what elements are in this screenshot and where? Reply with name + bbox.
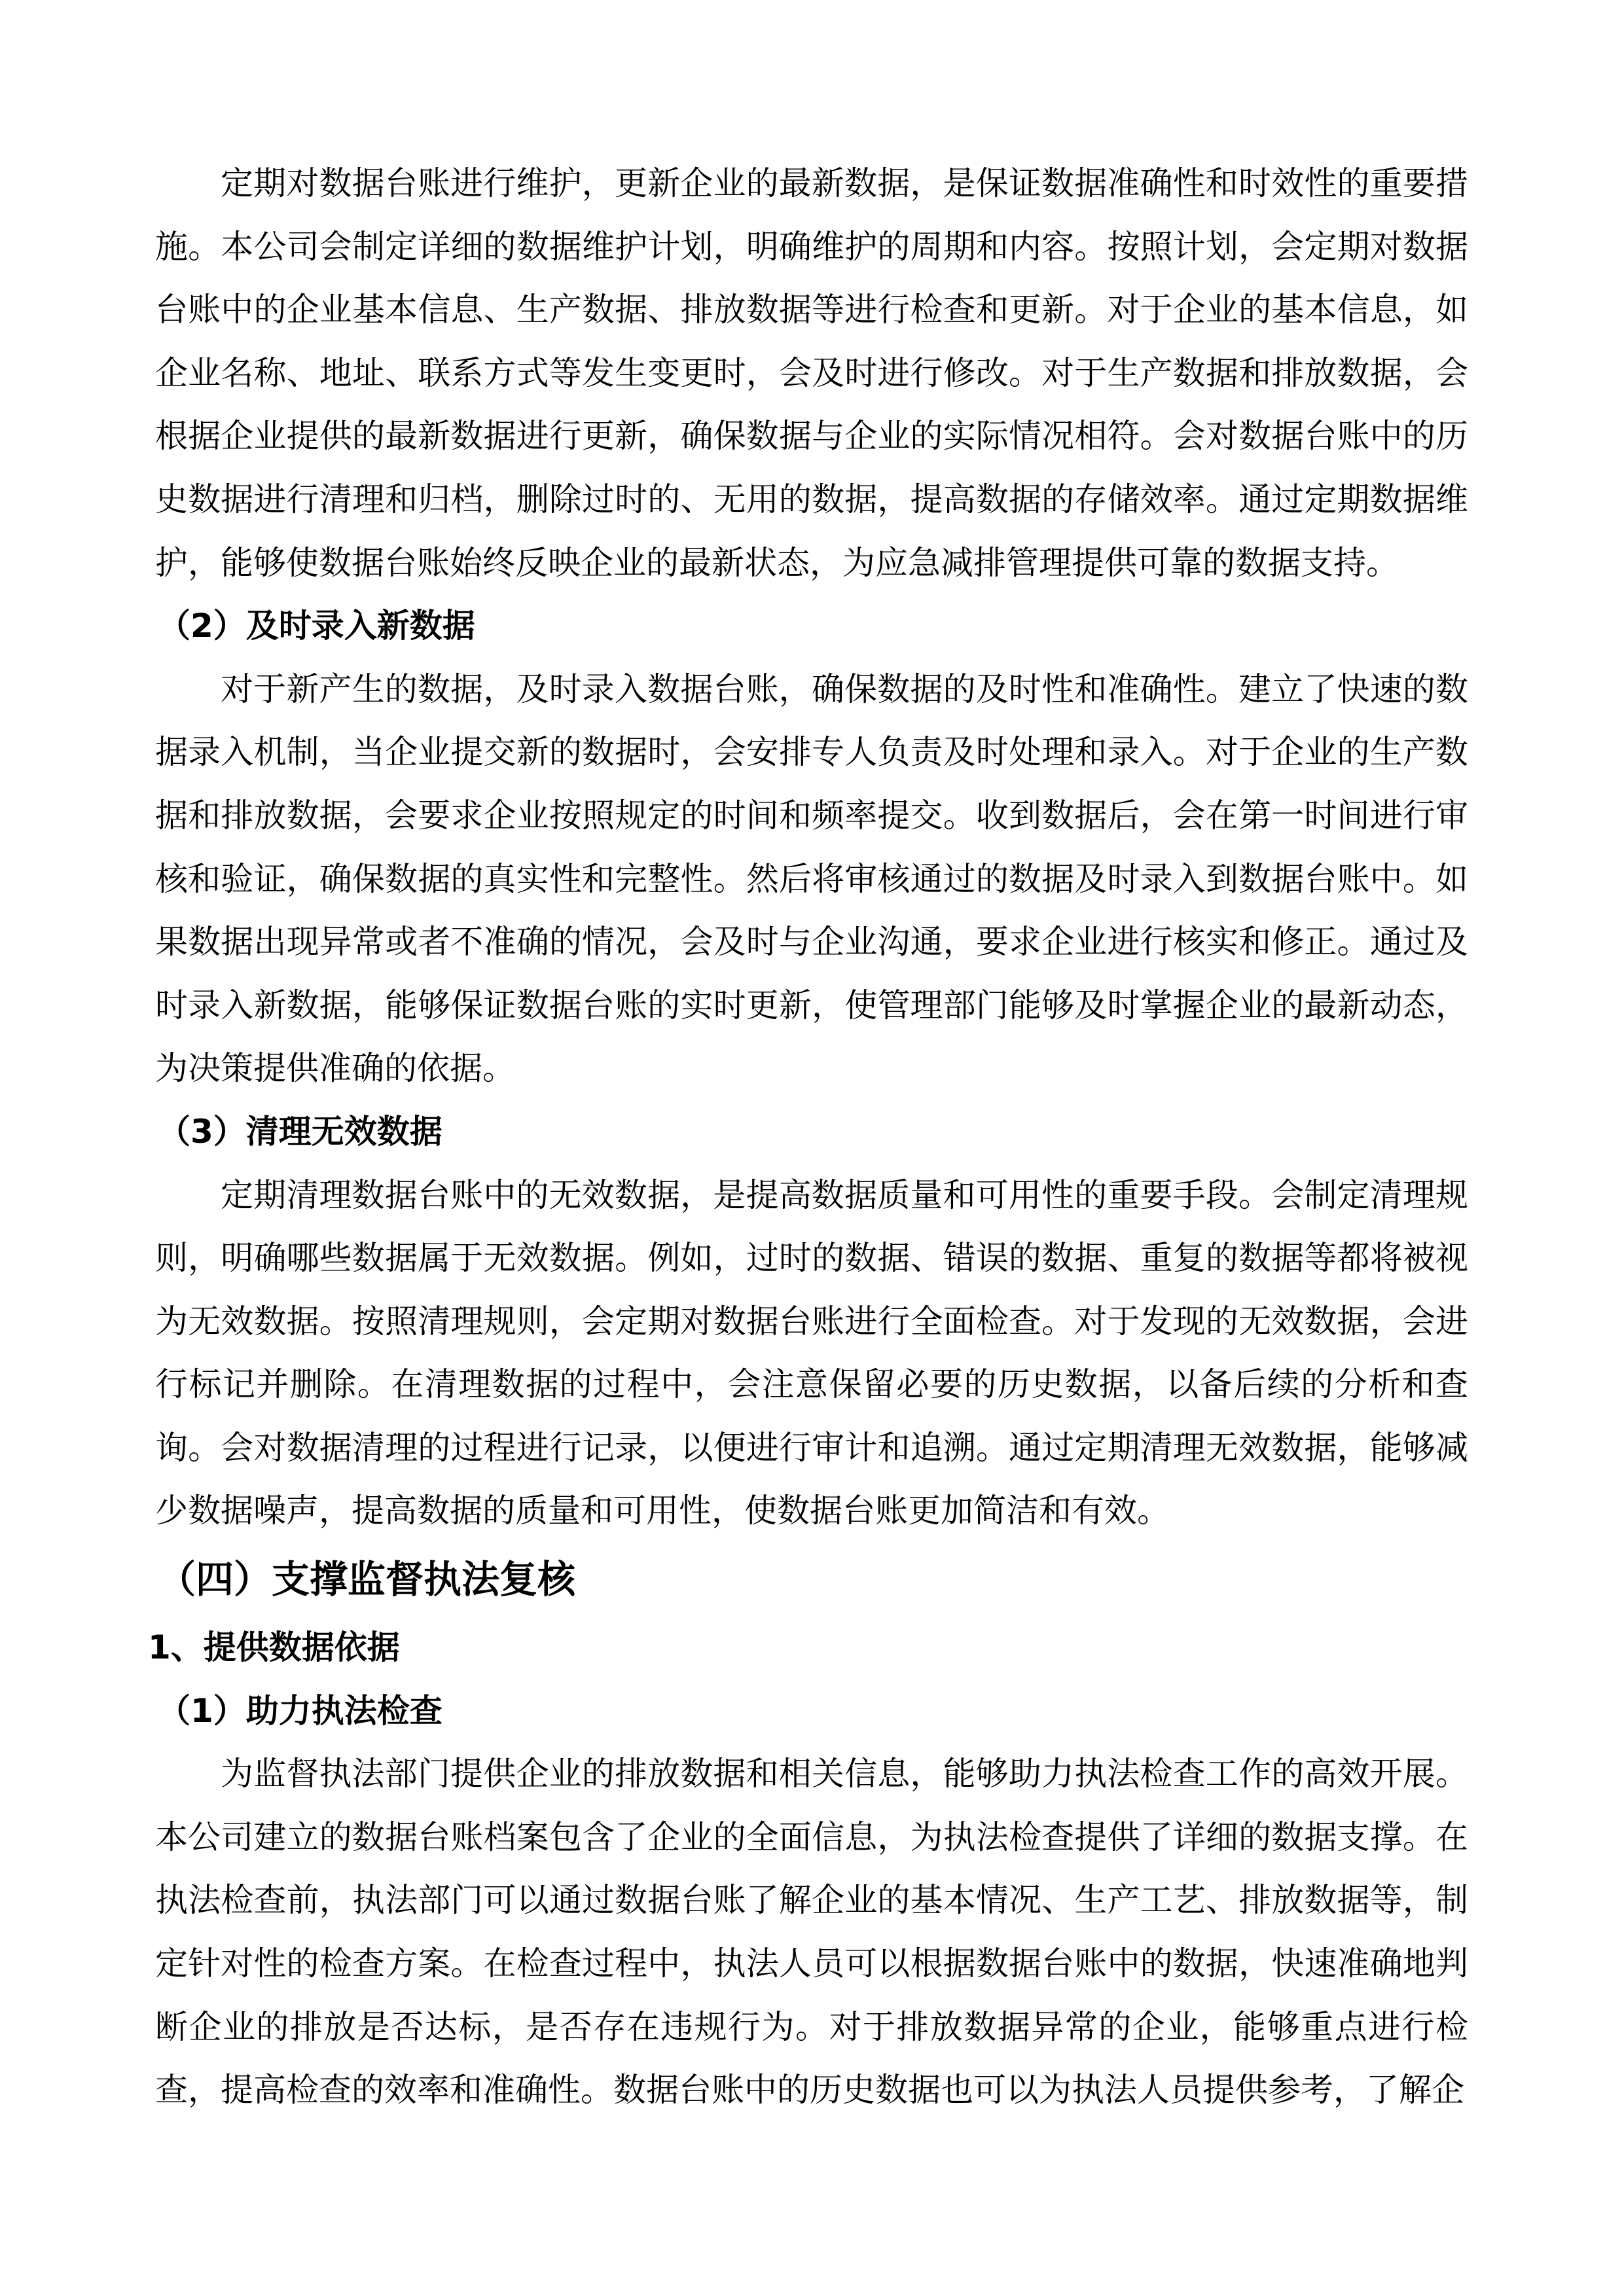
document-page	[148, 152, 1468, 2122]
paragraph-assist-inspection: 为监督执法部门提供企业的排放数据和相关信息，能够助力执法检查工作的高效开展。本公司建立的数据台账档案包含了企业的全面信息，为执法检查提供了详细的数据支撑。在执法检查前，执法部门可以通过数据台账了解企业的基本情况、生产工艺、排放数据等，制定针对性的检查方案。在检查过程中，执法人员可以根据数据台账中的数据，快速准确地判断企业的排放是否达标，是否存在违规行为。对于排放数据异常的企业，能够重点进行检查，提高检查的效率和准确性。数据台账中的历史数据也可以为执法人员提供参考，了解企	[155, 1755, 1468, 2109]
subheading-timely-entry: （2）及时录入新数据	[158, 607, 475, 645]
item-heading-provide-data: 1、提供数据依据	[148, 1628, 400, 1667]
subheading-clean-invalid-data: （3）清理无效数据	[158, 1112, 442, 1151]
section-heading-supervision: （四）支撑监督执法复核	[158, 1557, 576, 1602]
paragraph-timely-entry: 对于新产生的数据，及时录入数据台账，确保数据的及时性和准确性。建立了快速的数据录入机制，当企业提交新的数据时，会安排专人负责及时处理和录入。对于企业的生产数据和排放数据，会要求企业按照规定的时间和频率提交。收到数据后，会在第一时间进行审核和验证，确保数据的真实性和完整性。然后将审核通过的数据及时录入到数据台账中。如果数据出现异常或者不准确的情况，会及时与企业沟通，要求企业进行核实和修正。通过及时录入新数据，能够保证数据台账的实时更新，使管理部门能够及时掌握企业的最新动态，为决策提供准确的依据。	[155, 670, 1468, 1088]
subheading-assist-inspection: （1）助力执法检查	[158, 1691, 442, 1730]
paragraph-clean-invalid-data: 定期清理数据台账中的无效数据，是提高数据质量和可用性的重要手段。会制定清理规则，明确哪些数据属于无效数据。例如，过时的数据、错误的数据、重复的数据等都将被视为无效数据。按照清理规则，会定期对数据台账进行全面检查。对于发现的无效数据，会进行标记并删除。在清理数据的过程中，会注意保留必要的历史数据，以备后续的分析和查询。会对数据清理的过程进行记录，以便进行审计和追溯。通过定期清理无效数据，能够减少数据噪声，提高数据的质量和可用性，使数据台账更加简洁和有效。	[155, 1175, 1468, 1530]
paragraph-data-maintenance: 定期对数据台账进行维护，更新企业的最新数据，是保证数据准确性和时效性的重要措施。本公司会制定详细的数据维护计划，明确维护的周期和内容。按照计划，会定期对数据台账中的企业基本信息、生产数据、排放数据等进行检查和更新。对于企业的基本信息，如企业名称、地址、联系方式等发生变更时，会及时进行修改。对于生产数据和排放数据，会根据企业提供的最新数据进行更新，确保数据与企业的实际情况相符。会对数据台账中的历史数据进行清理和归档，删除过时的、无用的数据，提高数据的存储效率。通过定期数据维护，能够使数据台账始终反映企业的最新状态，为应急减排管理提供可靠的数据支持。	[155, 164, 1468, 582]
